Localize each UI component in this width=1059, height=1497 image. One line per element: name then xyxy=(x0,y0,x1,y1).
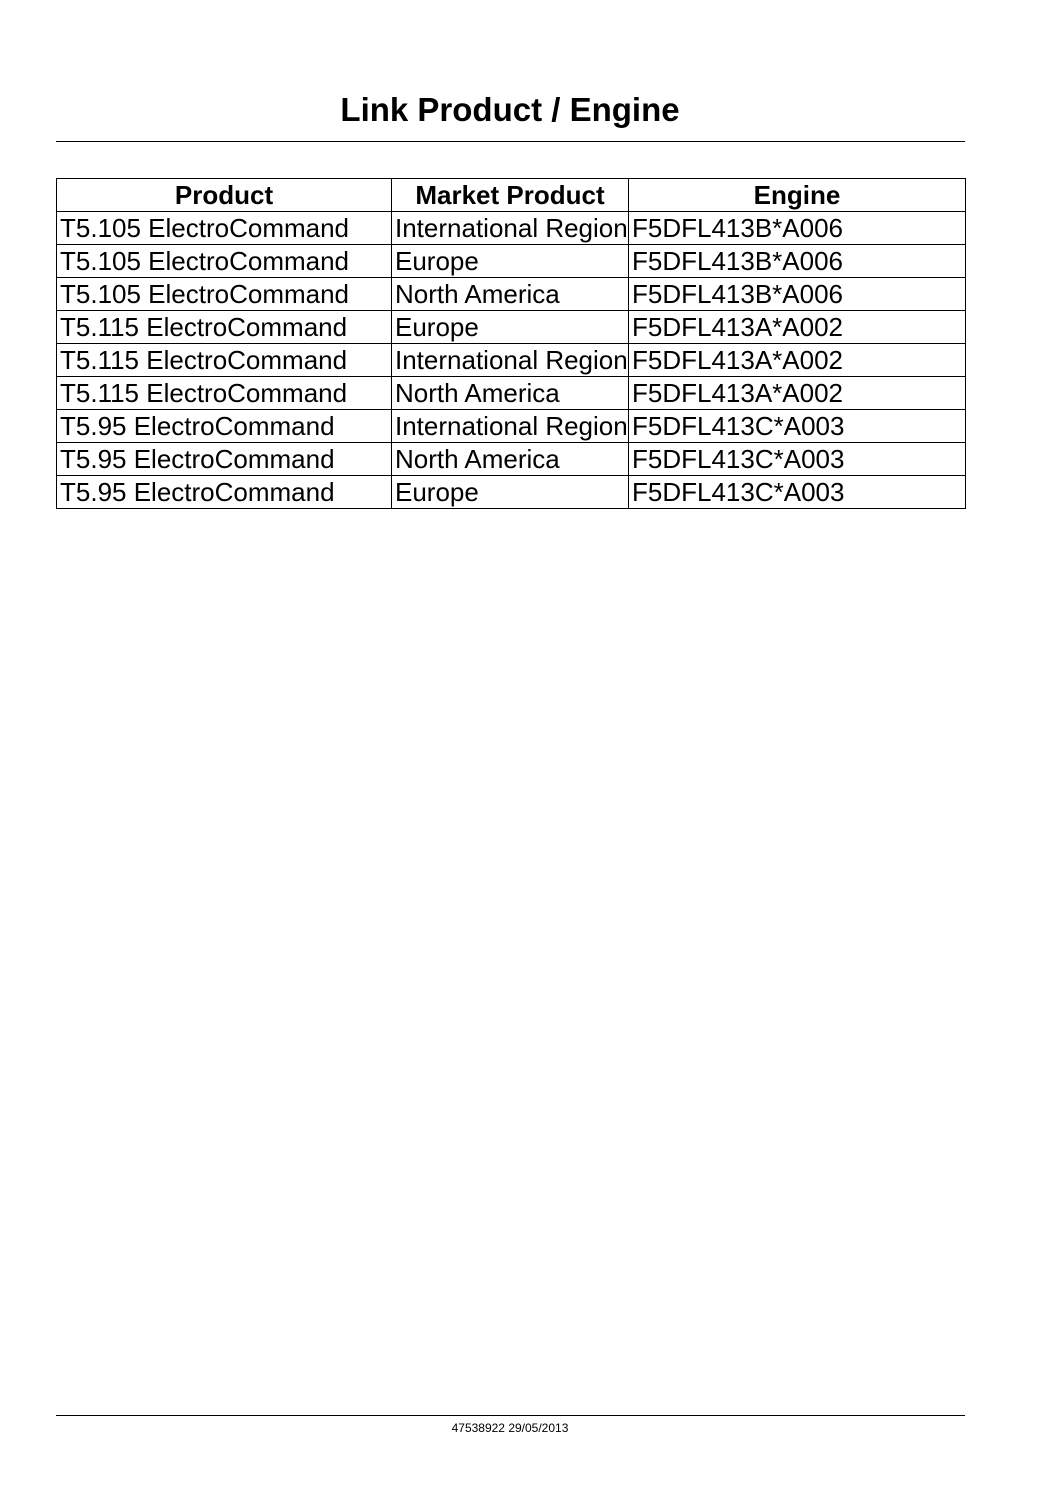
cell-product: T5.105 ElectroCommand xyxy=(57,278,392,311)
cell-market: North America xyxy=(392,377,629,410)
cell-market: North America xyxy=(392,278,629,311)
table-row xyxy=(57,377,966,410)
cell-product: T5.95 ElectroCommand xyxy=(57,476,392,509)
footer-document-id: 47538922 29/05/2013 xyxy=(451,1421,569,1435)
cell-product: T5.105 ElectroCommand xyxy=(57,212,392,245)
table-row xyxy=(57,245,966,278)
header-engine: Engine xyxy=(629,179,966,212)
cell-product: T5.115 ElectroCommand xyxy=(57,377,392,410)
table-row xyxy=(57,344,966,377)
table-row xyxy=(57,212,966,245)
cell-product: T5.95 ElectroCommand xyxy=(57,410,392,443)
cell-engine: F5DFL413C*A003 xyxy=(629,476,966,509)
cell-market: North America xyxy=(392,443,629,476)
cell-product: T5.115 ElectroCommand xyxy=(57,344,392,377)
cell-market: International Region xyxy=(392,212,629,245)
table-row xyxy=(57,476,966,509)
table-row xyxy=(57,311,966,344)
cell-engine: F5DFL413C*A003 xyxy=(629,443,966,476)
cell-market: International Region xyxy=(392,344,629,377)
title-divider xyxy=(56,141,965,142)
table-header-row xyxy=(57,179,966,212)
cell-engine: F5DFL413A*A002 xyxy=(629,344,966,377)
table-row xyxy=(57,443,966,476)
header-market-product: Market Product xyxy=(392,179,629,212)
cell-engine: F5DFL413B*A006 xyxy=(629,278,966,311)
header-product: Product xyxy=(57,179,392,212)
product-engine-table xyxy=(56,178,966,509)
cell-product: T5.115 ElectroCommand xyxy=(57,311,392,344)
cell-engine: F5DFL413B*A006 xyxy=(629,212,966,245)
page-title: Link Product / Engine xyxy=(340,91,680,128)
cell-engine: F5DFL413A*A002 xyxy=(629,377,966,410)
cell-product: T5.95 ElectroCommand xyxy=(57,443,392,476)
table-row xyxy=(57,410,966,443)
footer-divider xyxy=(56,1415,965,1416)
cell-market: Europe xyxy=(392,311,629,344)
cell-engine: F5DFL413C*A003 xyxy=(629,410,966,443)
cell-market: Europe xyxy=(392,476,629,509)
cell-market: Europe xyxy=(392,245,629,278)
table-row xyxy=(57,278,966,311)
cell-product: T5.105 ElectroCommand xyxy=(57,245,392,278)
cell-engine: F5DFL413A*A002 xyxy=(629,311,966,344)
cell-engine: F5DFL413B*A006 xyxy=(629,245,966,278)
cell-market: International Region xyxy=(392,410,629,443)
